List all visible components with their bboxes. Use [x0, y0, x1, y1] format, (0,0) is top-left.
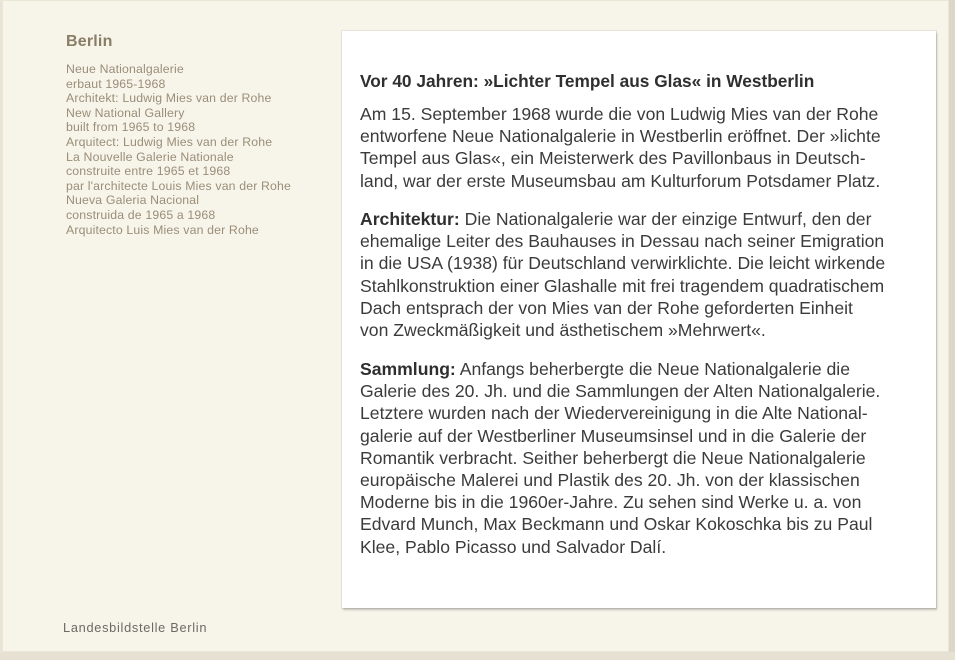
paragraph-line: von Zweckmäßigkeit und ästhetischem »Mehrwert«.	[360, 320, 766, 341]
caption-line: New National Gallery	[66, 105, 185, 120]
paragraph-line: galerie auf der Westberliner Museumsinsel und in die Galerie der	[360, 425, 867, 446]
sammlung-first-line: Anfangs beherbergte die Neue Nationalgalerie die	[459, 359, 850, 379]
paragraph-line: Edvard Munch, Max Beckmann und Oskar Kokoschka bis zu Paul	[360, 514, 873, 535]
sammlung-paragraph	[360, 358, 920, 558]
paragraph-line: Moderne bis in die 1960er-Jahre. Zu sehen sind Werke u. a. von	[360, 492, 862, 513]
caption-line: La Nouvelle Galerie Nationale	[66, 149, 234, 164]
paragraph-line: in die USA (1938) für Deutschland verwirklichte. Die leicht wirkende	[360, 253, 886, 274]
caption-line: Arquitecto Luis Mies van der Rohe	[66, 222, 259, 237]
card-bottom-edge	[0, 652, 955, 660]
paragraph-line: ehemalige Leiter des Bauhauses in Dessau nach seiner Emigration	[360, 231, 885, 252]
card-right-edge	[949, 0, 955, 660]
caption-line: erbaut 1965-1968	[66, 76, 166, 91]
paragraph-line: Romantik verbracht. Seither beherbergt die Neue Nationalgalerie	[360, 447, 866, 468]
paragraph-line: entworfene Neue Nationalgalerie in Westberlin eröffnet. Der »lichte	[360, 126, 881, 147]
intro-paragraph	[360, 103, 920, 192]
paragraph-line: Stahlkonstruktion einer Glashalle mit frei tragendem quadratischem	[360, 275, 885, 296]
paragraph-line: land, war der erste Museumsbau am Kulturforum Potsdamer Platz.	[360, 170, 881, 191]
caption-line: par l'architecte Louis Mies van der Rohe	[66, 178, 292, 193]
paragraph-line: Am 15. September 1968 wurde die von Ludwig Mies van der Rohe	[360, 104, 879, 124]
caption-line: Arquitect: Ludwig Mies van der Rohe	[66, 134, 273, 149]
paragraph-line	[360, 358, 920, 380]
architektur-label: Architektur:	[360, 209, 460, 229]
caption-line: construida de 1965 a 1968	[66, 207, 216, 222]
paragraph-line: Dach entsprach der von Mies van der Rohe geforderten Einheit	[360, 297, 853, 318]
architektur-paragraph	[360, 208, 920, 341]
paragraph-line: Klee, Pablo Picasso und Salvador Dalí.	[360, 536, 667, 557]
paragraph-line	[360, 208, 920, 230]
caption-line: Nueva Galeria Nacional	[66, 193, 200, 208]
sammlung-label: Sammlung:	[360, 359, 456, 379]
postcard-location-title: Berlin	[66, 33, 113, 50]
caption-line: Architekt: Ludwig Mies van der Rohe	[66, 91, 272, 106]
architektur-first-line: Die Nationalgalerie war der einzige Entwurf, den der	[464, 209, 872, 229]
publisher-footer: Landesbildstelle Berlin	[63, 620, 208, 635]
paragraph-line: europäische Malerei und Plastik des 20. Jh. von der klassischen	[360, 470, 860, 491]
paragraph-line: Galerie des 20. Jh. und die Sammlungen der Alten Nationalgalerie.	[360, 381, 881, 402]
paragraph-line: Letztere wurden nach der Wiedervereinigung in die Alte National-	[360, 403, 868, 424]
paragraph-line: Tempel aus Glas«, ein Meisterwerk des Pavillonbaus in Deutsch-	[360, 148, 866, 169]
postcard-caption-list	[66, 62, 291, 237]
caption-line: built from 1965 to 1968	[66, 120, 196, 135]
caption-line: construite entre 1965 et 1968	[66, 164, 231, 179]
caption-line: Neue Nationalgalerie	[66, 62, 184, 76]
article-heading: Vor 40 Jahren: »Lichter Tempel aus Glas« in Westberlin	[360, 71, 815, 91]
